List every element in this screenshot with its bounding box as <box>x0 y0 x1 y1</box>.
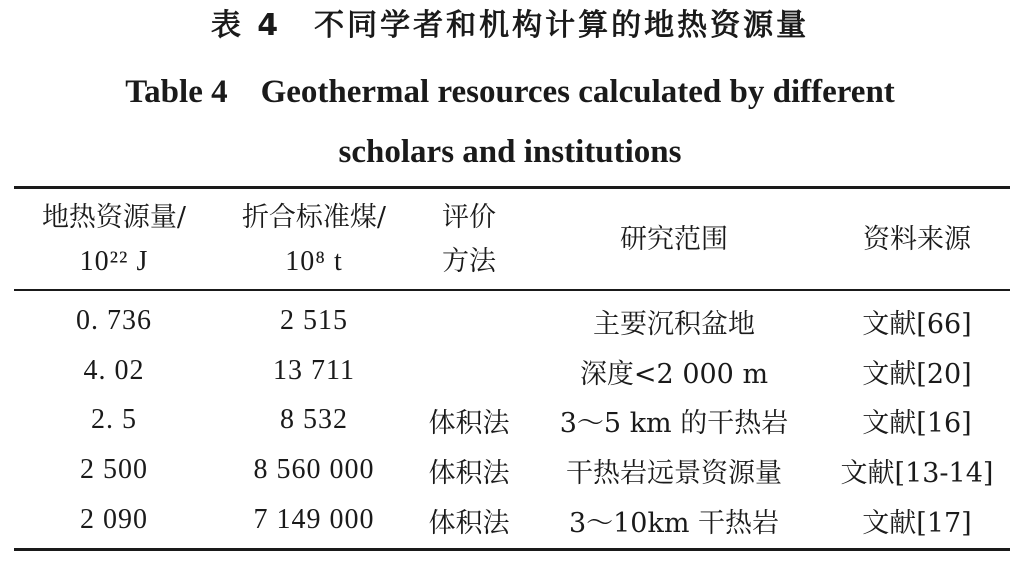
header-data-source <box>824 192 1010 288</box>
header-label: 研究范围 <box>620 224 728 255</box>
table-caption-english <box>60 62 960 182</box>
caption-english-line-2: scholars and institutions <box>338 134 682 170</box>
cell-scope: 干热岩远景资源量 <box>566 457 782 489</box>
cell-source: 文献[13-14] <box>840 457 994 489</box>
table-bottom-rule <box>14 548 1010 551</box>
header-label: 折合标准煤/ <box>241 202 387 233</box>
cell-scope: 3～10km 干热岩 <box>568 507 780 539</box>
header-evaluation-method <box>414 192 524 288</box>
cell-source: 文献[20] <box>862 358 972 390</box>
cell-method: 体积法 <box>428 407 510 439</box>
header-research-scope <box>524 192 824 288</box>
cell-coal: 8 532 <box>280 404 348 435</box>
cell-resource: 2 500 <box>80 454 148 485</box>
cell-coal: 8 560 000 <box>253 454 375 485</box>
header-unit: 10²² J <box>79 246 149 277</box>
cell-coal: 2 515 <box>280 305 348 336</box>
cell-resource: 0. 736 <box>76 305 152 336</box>
cell-coal: 7 149 000 <box>253 504 375 535</box>
cell-method <box>414 296 524 346</box>
cell-coal: 13 711 <box>273 355 355 386</box>
table-caption-chinese: 表 4 不同学者和机构计算的地热资源量 <box>210 8 810 43</box>
cell-scope: 深度<2 000 m <box>579 358 769 390</box>
header-geothermal-resource <box>14 192 214 288</box>
cell-method <box>414 346 524 396</box>
cell-source: 文献[17] <box>862 507 972 539</box>
header-label: 资料来源 <box>863 224 971 255</box>
cell-source: 文献[16] <box>862 407 972 439</box>
cell-resource: 2 090 <box>80 504 148 535</box>
table-top-rule <box>14 186 1010 189</box>
cell-resource: 4. 02 <box>83 355 145 386</box>
header-label: 地热资源量/ <box>41 202 187 233</box>
cell-method: 体积法 <box>428 507 510 539</box>
header-unit: 10⁸ t <box>285 246 343 277</box>
cell-method: 体积法 <box>428 457 510 489</box>
cell-resource: 2. 5 <box>91 404 137 435</box>
cell-scope: 主要沉积盆地 <box>593 308 755 340</box>
cell-scope: 3～5 km 的干热岩 <box>559 407 789 439</box>
header-standard-coal <box>214 192 414 288</box>
header-label: 评价 <box>442 202 496 233</box>
header-label: 方法 <box>442 246 496 277</box>
table-header-rule <box>14 289 1010 291</box>
cell-source: 文献[66] <box>862 308 972 340</box>
caption-english-line-1: Table 4 Geothermal resources calculated by different <box>125 74 895 110</box>
